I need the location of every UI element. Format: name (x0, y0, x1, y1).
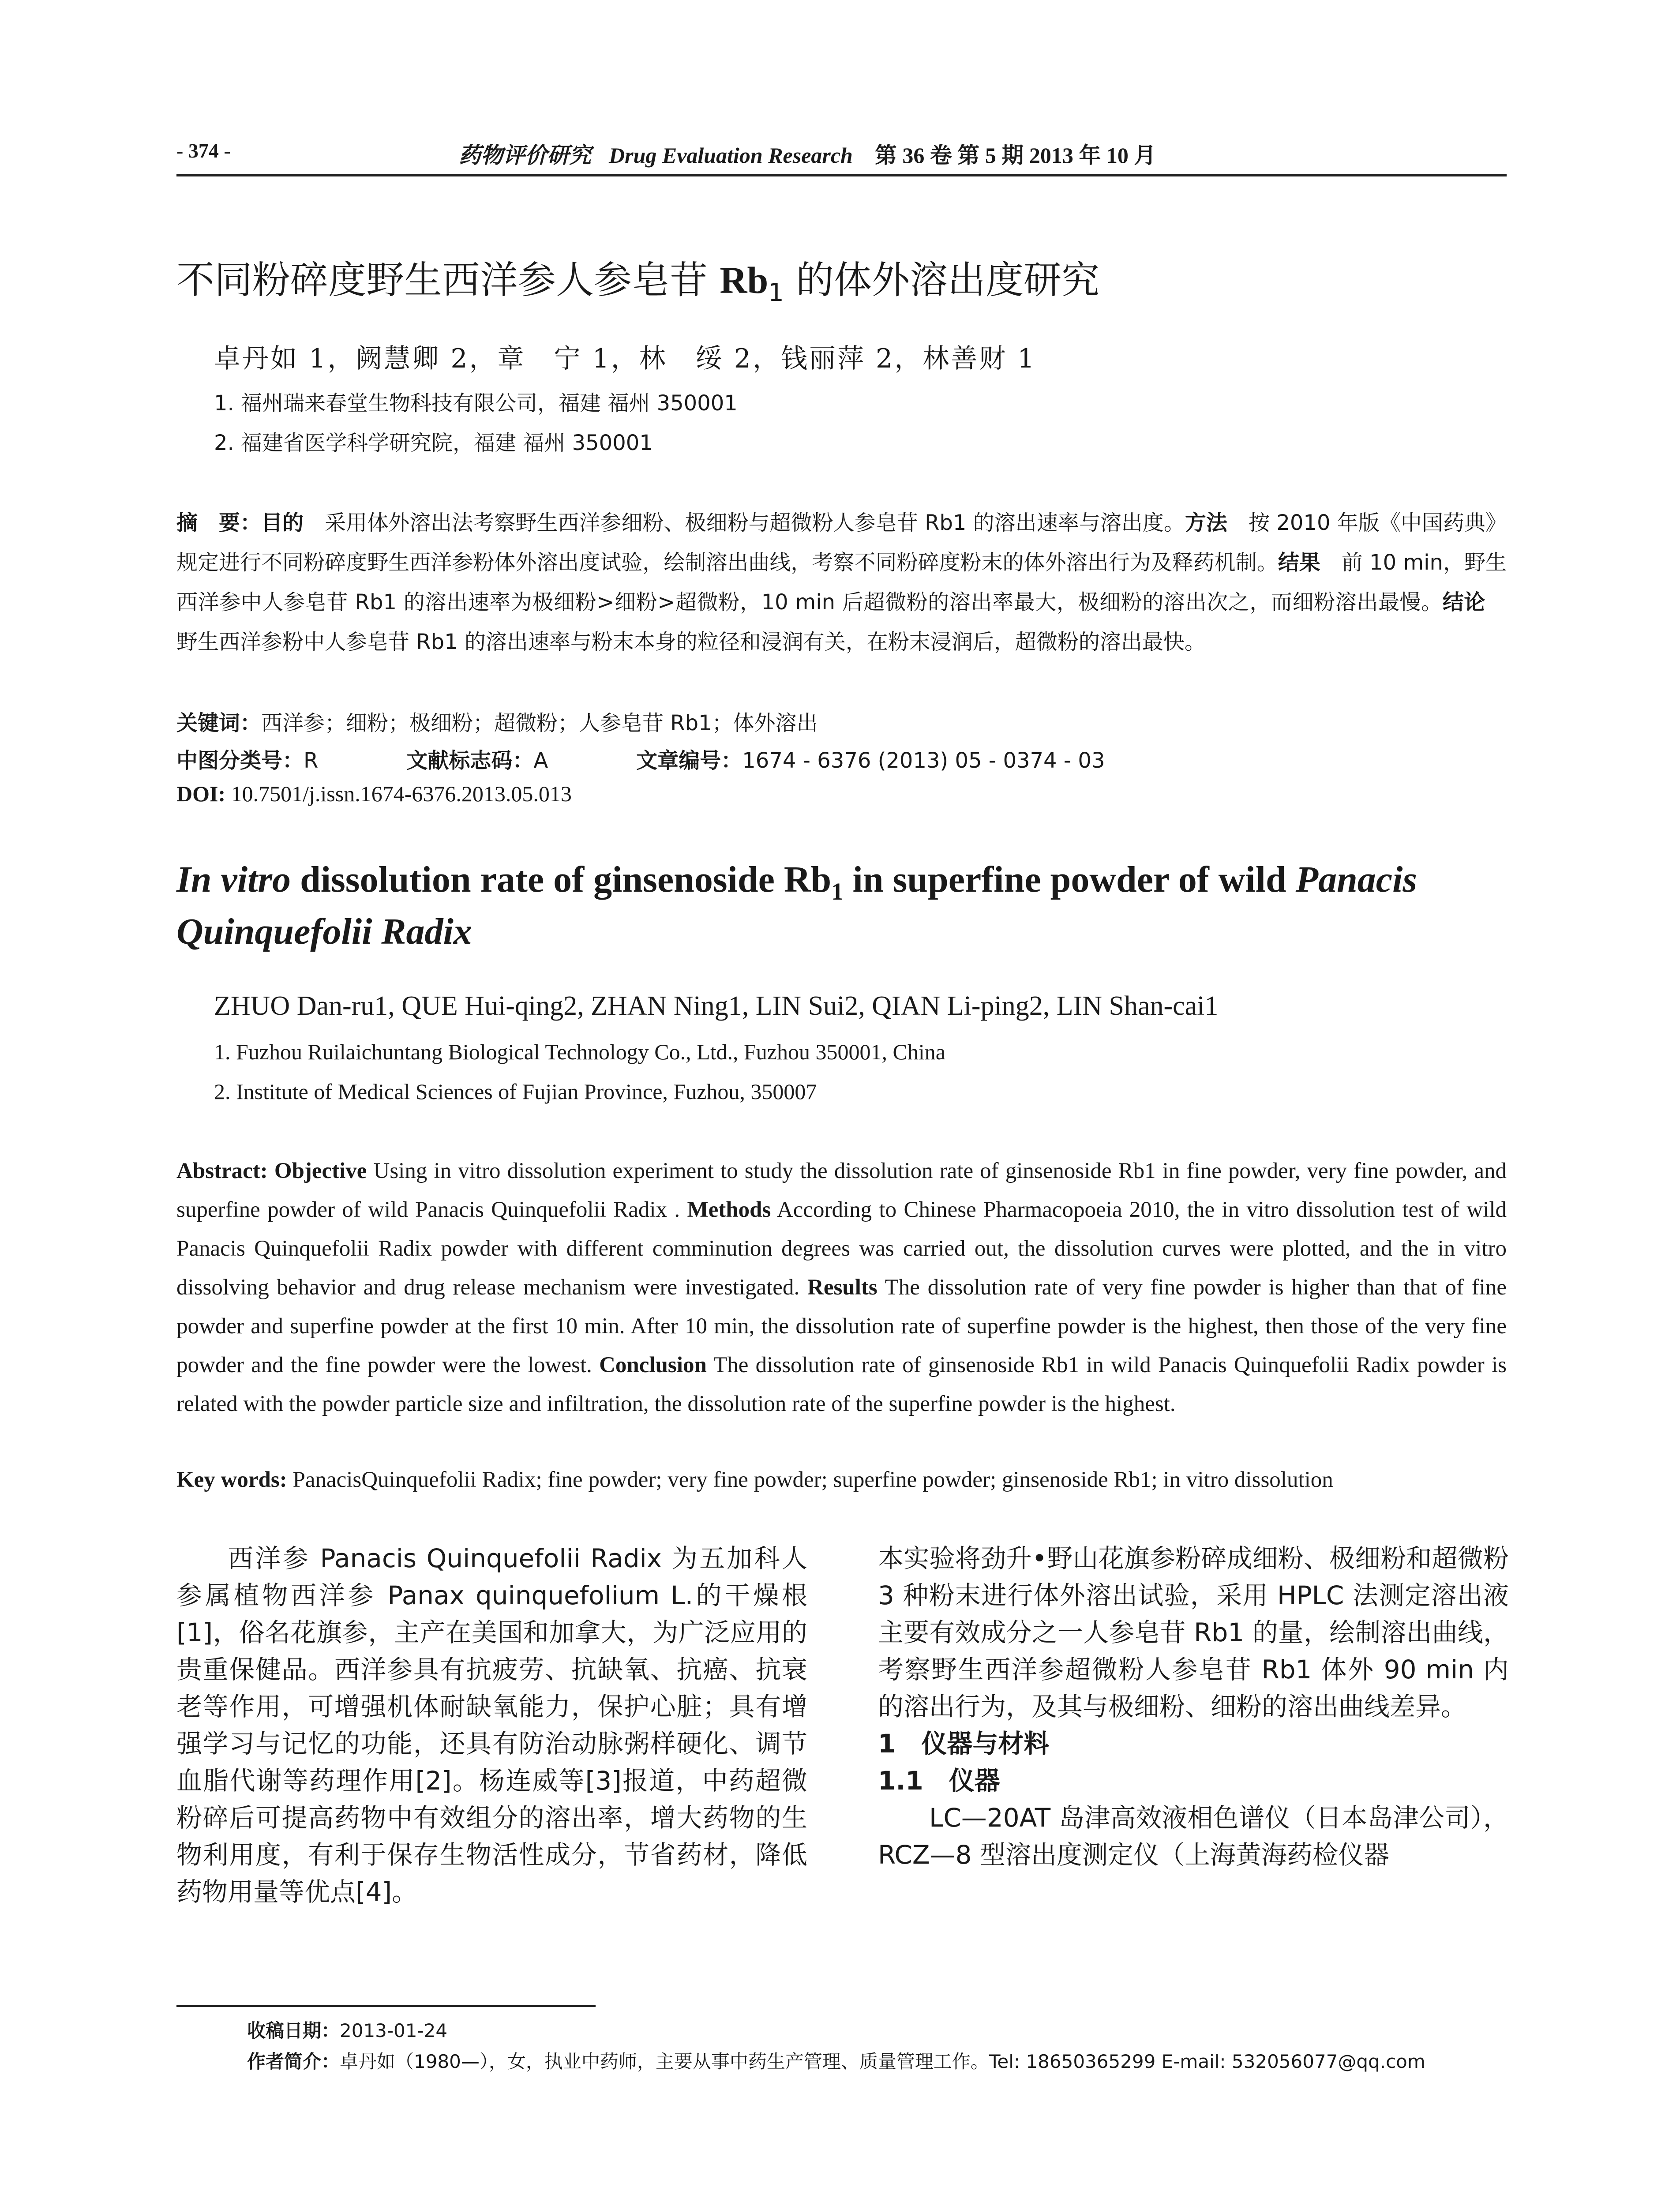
journal-name: Drug Evaluation Research (609, 143, 853, 168)
keywords-cn-text: 西洋参；细粉；极细粉；超微粉；人参皂苷 Rb1；体外溶出 (261, 711, 818, 735)
methods-en-text: According to Chinese Pharmacopoeia 2010, the in vitro dissolution test of wild Panacis Quinquefolii Radix powder with different comminution degrees was carried out, the dissolution curves were plotted, and the in vitro dissolving behavior and drug release mechanism were investigated. (176, 1197, 1507, 1300)
affiliation-en-1: 1. Fuzhou Ruilaichuntang Biological Technology Co., Ltd., Fuzhou 350001, China (214, 1039, 945, 1064)
article-number-value: 1674 - 6376 (2013) 05 - 0374 - 03 (742, 748, 1105, 773)
running-header (459, 138, 1156, 169)
affiliation-cn-1: 1. 福州瑞来春堂生物科技有限公司，福建 福州 350001 (214, 391, 738, 416)
author-bio: 卓丹如（1980—），女，执业中药师，主要从事中药生产管理、质量管理工作。Tel: 18650365299 E-mail: 532056077@qq.com (340, 2051, 1425, 2072)
abstract-cn-label: 摘 要： (176, 510, 262, 535)
body-column-left (176, 1540, 807, 1910)
classification-line (176, 743, 1105, 774)
results-label: 结果 (1278, 550, 1320, 575)
instruments-paragraph: LC—20AT 岛津高效液相色谱仪（日本岛津公司），RCZ—8 型溶出度测定仪（上海黄海药检仪器 (878, 1803, 1509, 1870)
abstract-en-label: Abstract: Objective (176, 1159, 367, 1183)
footnote-author (247, 2047, 1425, 2074)
abstract-chinese (176, 503, 1507, 662)
keywords-english (176, 1467, 1507, 1493)
received-date: 2013-01-24 (340, 2020, 448, 2041)
objective-label: 目的 (261, 510, 304, 535)
affiliation-en-2: 2. Institute of Medical Sciences of Fujian Province, Fuzhou, 350007 (214, 1079, 817, 1104)
clc-value: R (304, 748, 319, 773)
body-column-right (878, 1540, 1509, 1873)
title-en-part: In vitro (176, 859, 291, 900)
methods-en-label: Methods (680, 1197, 771, 1222)
header-rule (176, 174, 1507, 176)
title-cn-part: 不同粉碎度野生西洋参人参皂苷 (176, 258, 720, 302)
affiliation-cn-2: 2. 福建省医学科学研究院，福建 福州 350001 (214, 431, 653, 455)
author-bio-label: 作者简介： (247, 2051, 340, 2072)
objective-text: 采用体外溶出法考察野生西洋参细粉、极细粉与超微粉人参皂苷 Rb1 的溶出速率与溶出度。 (304, 510, 1185, 535)
doi-value: 10.7501/j.issn.1674-6376.2013.05.013 (225, 781, 572, 806)
title-cn-compound: Rb (720, 259, 769, 301)
conclusion-en-label: Conclusion (592, 1353, 707, 1377)
results-en-text: The dissolution rate of very fine powder is higher than that of fine powder and superfine powder at the first 10 min. After 10 min, the dissolution rate of superfine powder is the highest, then those of the very fine powder and the fine powder were the lowest. (176, 1275, 1507, 1377)
section-heading-1: 1 仪器与材料 (878, 1729, 1050, 1759)
authors-chinese: 卓丹如 1，阙慧卿 2，章 宁 1，林 绥 2，钱丽萍 2，林善财 1 (214, 343, 1036, 374)
objective-en-text: Using in vitro dissolution experiment to study the dissolution rate of ginsenoside Rb1 in fine powder, very fine powder, and superfine powder of wild Panacis Quinquefolii Radix . (176, 1159, 1507, 1222)
page-number: - 374 - (176, 139, 231, 162)
intro-paragraph-continued: 本实验将劲升•野山花旗参粉碎成细粉、极细粉和超微粉 3 种粉末进行体外溶出试验，采用 HPLC 法测定溶出液主要有效成分之一人参皂苷 Rb1 的量，绘制溶出曲线，考察野生西洋参超微粉人参皂苷 Rb1 体外 90 min 内的溶出行为，及其与极细粉、细粉的溶出曲线差异。 (878, 1543, 1509, 1722)
clc-label: 中图分类号： (176, 748, 304, 773)
methods-label: 方法 (1185, 510, 1228, 535)
results-en-label: Results (799, 1275, 878, 1300)
title-en-part: in superfine powder of wild (843, 859, 1296, 900)
footnote-received (247, 2016, 447, 2043)
doi-label: DOI: (176, 781, 226, 806)
abstract-english (176, 1152, 1507, 1423)
title-en-part: dissolution rate of ginsenoside Rb (291, 859, 832, 900)
title-en-part: Panacis Quinquefolii Radix (176, 859, 1418, 952)
conclusion-label: 结论 (1442, 590, 1485, 615)
section-heading-1-1: 1.1 仪器 (878, 1766, 1000, 1796)
conclusion-text: 野生西洋参粉中人参皂苷 Rb1 的溶出速率与粉末本身的粒径和浸润有关，在粉末浸润后，超微粉的溶出最快。 (176, 590, 1507, 654)
methods-text: 按 2010 年版《中国药典》规定进行不同粉碎度野生西洋参粉体外溶出度试验，绘制溶出曲线，考察不同粉碎度粉末的体外溶出行为及释药机制。 (176, 510, 1507, 575)
intro-paragraph: 西洋参 Panacis Quinquefolii Radix 为五加科人参属植物西洋参 Panax quinquefolium L.的干燥根[1]，俗名花旗参，主产在美国和加拿大，为广泛应用的贵重保健品。西洋参具有抗疲劳、抗缺氧、抗癌、抗衰老等作用，可增强机体耐缺氧能力，保护心脏；具有增强学习与记忆的功能，还具有防治动脉粥样硬化、调节血脂代谢等药理作用[2]。杨连威等[3]报道，中药超微粉碎后可提高药物中有效组分的溶出率，增大药物的生物利用度，有利于保存生物活性成分，节省药材，降低药物用量等优点[4]。 (176, 1543, 807, 1907)
keywords-en-text: PanacisQuinquefolii Radix; fine powder; very fine powder; superfine powder; ginsenoside Rb1; in vitro dissolution (287, 1467, 1333, 1492)
title-chinese (176, 249, 1100, 308)
issue-info: 第 36 卷 第 5 期 2013 年 10 月 (874, 143, 1156, 168)
results-text: 前 10 min，野生西洋参中人参皂苷 Rb1 的溶出速率为极细粉>细粉>超微粉，10 min 后超微粉的溶出率最大，极细粉的溶出次之，而细粉溶出最慢。 (176, 550, 1507, 615)
conclusion-en-text: The dissolution rate of ginsenoside Rb1 in wild Panacis Quinquefolii Radix powder is related with the powder particle size and infiltration, the dissolution rate of the superfine powder is the highest. (176, 1353, 1507, 1416)
title-english (176, 854, 1507, 958)
journal-logo: 药物评价研究 (459, 142, 591, 168)
article-number-label: 文章编号： (636, 748, 742, 773)
title-cn-subscript: 1 (768, 278, 784, 308)
doc-code-label: 文献标志码： (406, 748, 534, 773)
keywords-en-label: Key words: (176, 1467, 287, 1492)
doi-line (176, 781, 572, 807)
keywords-chinese (176, 706, 818, 736)
authors-english: ZHUO Dan-ru1, QUE Hui-qing2, ZHAN Ning1, LIN Sui2, QIAN Li-ping2, LIN Shan-cai1 (214, 991, 1219, 1021)
keywords-cn-label: 关键词： (176, 711, 262, 735)
doc-code-value: A (533, 748, 548, 773)
footnote-rule (176, 2005, 596, 2007)
title-en-subscript: 1 (831, 878, 844, 905)
title-cn-part: 的体外溶出度研究 (784, 258, 1100, 302)
received-label: 收稿日期： (247, 2020, 340, 2041)
